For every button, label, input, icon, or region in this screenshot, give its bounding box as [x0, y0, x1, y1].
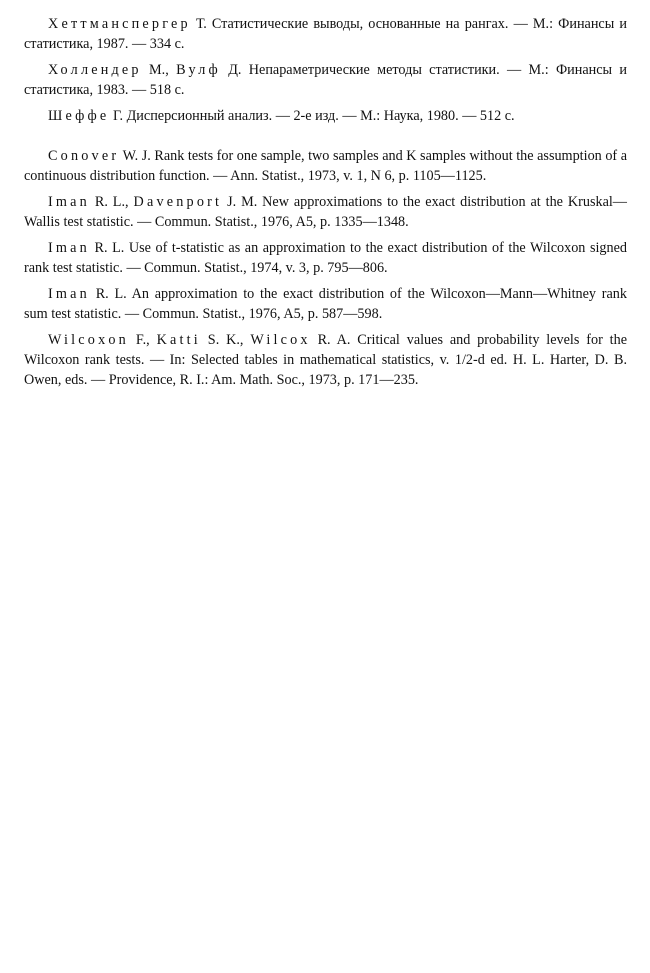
reference-entry: [24, 14, 627, 54]
author-name: Iman: [48, 240, 90, 256]
reference-text: R. L.,: [89, 194, 134, 210]
reference-text: Т. Статистические выводы, основанные на рангах. — М.: Финансы и статистика, 1987. — 334 с.: [24, 16, 627, 52]
reference-entry: [24, 146, 627, 186]
reference-entry: [24, 192, 627, 232]
author-name: Iman: [48, 286, 90, 302]
reference-entry: [24, 60, 627, 100]
reference-text: J. M. New approximations to the exact distribution at the Kruskal—Wallis test statistic. — Commun. Statist., 1976, A5, p. 1335—1348.: [24, 194, 627, 230]
reference-text: F.,: [128, 332, 157, 348]
reference-text: W. J. Rank tests for one sample, two samples and K samples without the assumption of a continuous distribution function. — Ann. Statist., 1973, v. 1, N 6, p. 1105—1125.: [24, 148, 627, 184]
reference-text: Г. Дисперсионный анализ. — 2-е изд. — М.: Наука, 1980. — 512 с.: [109, 108, 515, 124]
reference-entry: [24, 238, 627, 278]
author-name: Wilcox: [250, 332, 311, 348]
reference-text: S. K.,: [200, 332, 251, 348]
author-name: Iman: [48, 194, 90, 210]
author-name: Хеттманспергер: [48, 16, 191, 32]
reference-text: Д. Непараметрические методы статистики. — М.: Финансы и статистика, 1983. — 518 с.: [24, 62, 627, 98]
reference-entry: [24, 284, 627, 324]
author-name: Wilcoxon: [48, 332, 129, 348]
author-name: Davenport: [133, 194, 223, 210]
reference-text: R. L. Use of t-statistic as an approximation to the exact distribution of the Wilcoxon signed rank test statistic. — Commun. Statist., 1974, v. 3, p. 795—806.: [24, 240, 627, 276]
reference-entry: [24, 106, 627, 126]
reference-text: М.,: [141, 62, 177, 78]
reference-entry: [24, 330, 627, 390]
bibliography: [24, 14, 627, 396]
reference-text: R. L. An approximation to the exact distribution of the Wilcoxon—Mann—Whitney rank sum test statistic. — Commun. Statist., 1976, A5, p. 587—598.: [24, 286, 627, 322]
author-name: Katti: [156, 332, 201, 348]
section-divider: [24, 132, 627, 146]
author-name: Вулф: [176, 62, 221, 78]
author-name: Холлендер: [48, 62, 142, 78]
author-name: Шеффе: [48, 108, 110, 124]
reference-text: R. A. Critical values and probability levels for the Wilcoxon rank tests. — In: Selected tables in mathematical statistics, v. 1/2-d ed. H. L. Harter, D. B. Owen, eds. — Providence, R. I.: Am. Math. Soc., 1973, p. 171—235.: [24, 332, 627, 388]
author-name: Conover: [48, 148, 120, 164]
